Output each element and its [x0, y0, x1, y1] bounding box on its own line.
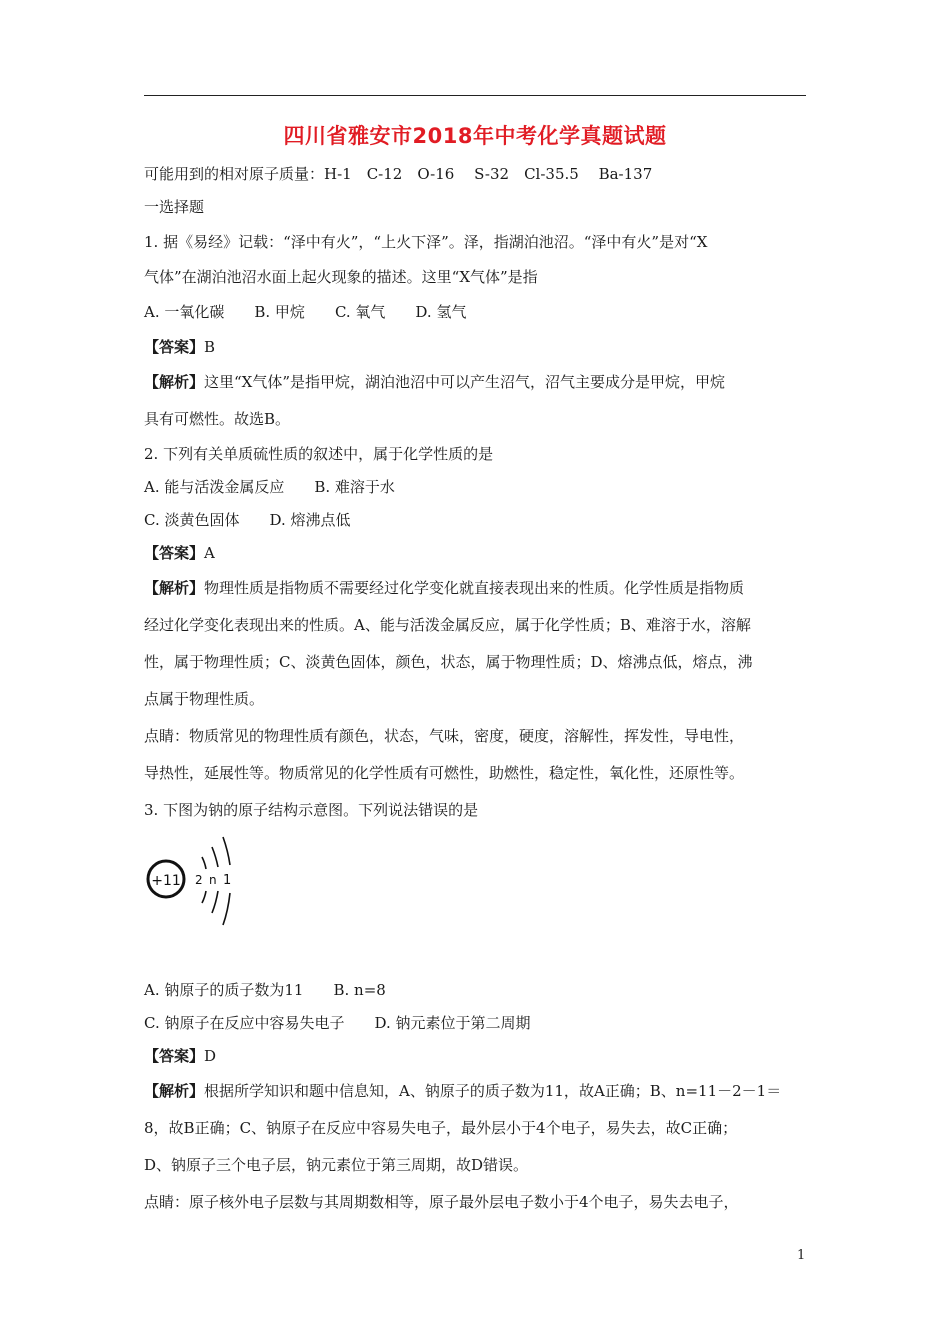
page-number: 1 — [797, 1248, 806, 1263]
q3-analysis-line-3: D、钠原子三个电子层，钠元素位于第三周期，故D错误。 — [144, 1156, 529, 1174]
atom-structure-svg — [144, 835, 344, 955]
q1-option-b: B. 甲烷 — [254, 303, 305, 321]
q2-option-b: B. 难溶于水 — [314, 478, 395, 496]
answer-value: D — [204, 1047, 217, 1065]
q3-option-c: C. 钠原子在反应中容易失电子 — [144, 1014, 345, 1032]
q2-option-c: C. 淡黄色固体 — [144, 511, 240, 529]
nucleus-charge: +11 — [151, 873, 181, 889]
shell-1-lower-arc — [202, 891, 206, 903]
q2-stem: 2. 下列有关单质硫性质的叙述中，属于化学性质的是 — [144, 445, 494, 463]
document-body — [144, 158, 806, 1221]
shell-3-upper-arc — [223, 837, 230, 865]
shell-2-upper-arc — [212, 847, 218, 867]
q3-options-row-2 — [144, 1007, 806, 1040]
atomic-mass-line: 可能用到的相对原子质量：H-1 C-12 O-16 S-32 Cl-35.5 Ba-137 — [144, 165, 653, 183]
shell-1-upper-arc — [202, 857, 206, 869]
document-title: 四川省雅安市2018年中考化学真题试题 — [283, 124, 667, 148]
analysis-text: 物理性质是指物质不需要经过化学变化就直接表现出来的性质。化学性质是指物质 — [204, 579, 745, 597]
section-heading: 一选择题 — [144, 198, 205, 216]
q3-analysis-line-2: 8，故B正确；C、钠原子在反应中容易失电子，最外层小于4个电子，易失去，故C正确； — [144, 1119, 738, 1137]
q3-option-b: B. n=8 — [333, 981, 386, 999]
q2-analysis-line-2: 经过化学变化表现出来的性质。A、能与活泼金属反应，属于化学性质；B、难溶于水，溶解 — [144, 616, 751, 634]
q1-option-c: C. 氧气 — [334, 303, 386, 321]
q1-option-a: A. 一氧化碳 — [144, 303, 225, 321]
shell-2-lower-arc — [212, 891, 218, 913]
q1-analysis-line-2: 具有可燃性。故选B。 — [144, 410, 291, 428]
q2-option-a: A. 能与活泼金属反应 — [144, 478, 285, 496]
answer-value: A — [204, 544, 215, 562]
q2-note-line-1: 点睛：物质常见的物理性质有颜色，状态，气味，密度，硬度，溶解性，挥发性，导电性， — [144, 727, 745, 745]
answer-value: B — [204, 338, 216, 356]
q2-answer — [144, 537, 806, 570]
q3-note-line-1: 点睛：原子核外电子层数与其周期数相等，原子最外层电子数小于4个电子，易失去电子， — [144, 1193, 739, 1211]
q3-analysis-line-1 — [144, 1073, 806, 1110]
answer-label: 【答案】 — [144, 338, 205, 356]
q2-option-d: D. 熔沸点低 — [269, 511, 351, 529]
q3-stem: 3. 下图为钠的原子结构示意图。下列说法错误的是 — [144, 801, 479, 819]
q3-options-row-1 — [144, 974, 806, 1007]
q3-option-a: A. 钠原子的质子数为11 — [144, 981, 304, 999]
answer-label: 【答案】 — [144, 1047, 205, 1065]
q2-options-row-2 — [144, 504, 806, 537]
q1-analysis-line-1 — [144, 364, 806, 401]
q1-stem-line-2: 气体”在湖泊池沼水面上起火现象的描述。这里“X气体”是指 — [144, 268, 538, 286]
q1-answer — [144, 331, 806, 364]
shell-2-count: n — [209, 873, 217, 887]
analysis-text: 根据所学知识和题中信息知，A、钠原子的质子数为11，故A正确；B、n=11－2－1＝ — [204, 1082, 782, 1100]
q2-analysis-line-4: 点属于物理性质。 — [144, 690, 265, 708]
q3-answer — [144, 1040, 806, 1073]
q1-option-d: D. 氢气 — [415, 303, 467, 321]
q3-option-d: D. 钠元素位于第二周期 — [374, 1014, 531, 1032]
q1-stem-line-1: 1. 据《易经》记载：“泽中有火”，“上火下泽”。泽，指湖泊池沼。“泽中有火”是对“X — [144, 233, 708, 251]
sodium-atom-diagram — [144, 829, 806, 974]
q2-analysis-line-3: 性，属于物理性质；C、淡黄色固体，颜色，状态，属于物理性质；D、熔沸点低，熔点，沸 — [144, 653, 753, 671]
header-rule — [144, 95, 806, 96]
shell-1-count: 2 — [195, 873, 203, 887]
analysis-text: 这里“X气体”是指甲烷，湖泊池沼中可以产生沼气，沼气主要成分是甲烷，甲烷 — [204, 373, 726, 391]
analysis-label: 【解析】 — [144, 579, 205, 597]
q2-options-row-1 — [144, 471, 806, 504]
analysis-label: 【解析】 — [144, 1082, 205, 1100]
answer-label: 【答案】 — [144, 544, 205, 562]
shell-3-lower-arc — [223, 893, 230, 925]
analysis-label: 【解析】 — [144, 373, 205, 391]
q2-analysis-line-1 — [144, 570, 806, 607]
q1-options — [144, 294, 806, 331]
shell-3-count: 1 — [223, 873, 232, 888]
q2-note-line-2: 导热性，延展性等。物质常见的化学性质有可燃性，助燃性，稳定性，氧化性，还原性等。 — [144, 764, 745, 782]
